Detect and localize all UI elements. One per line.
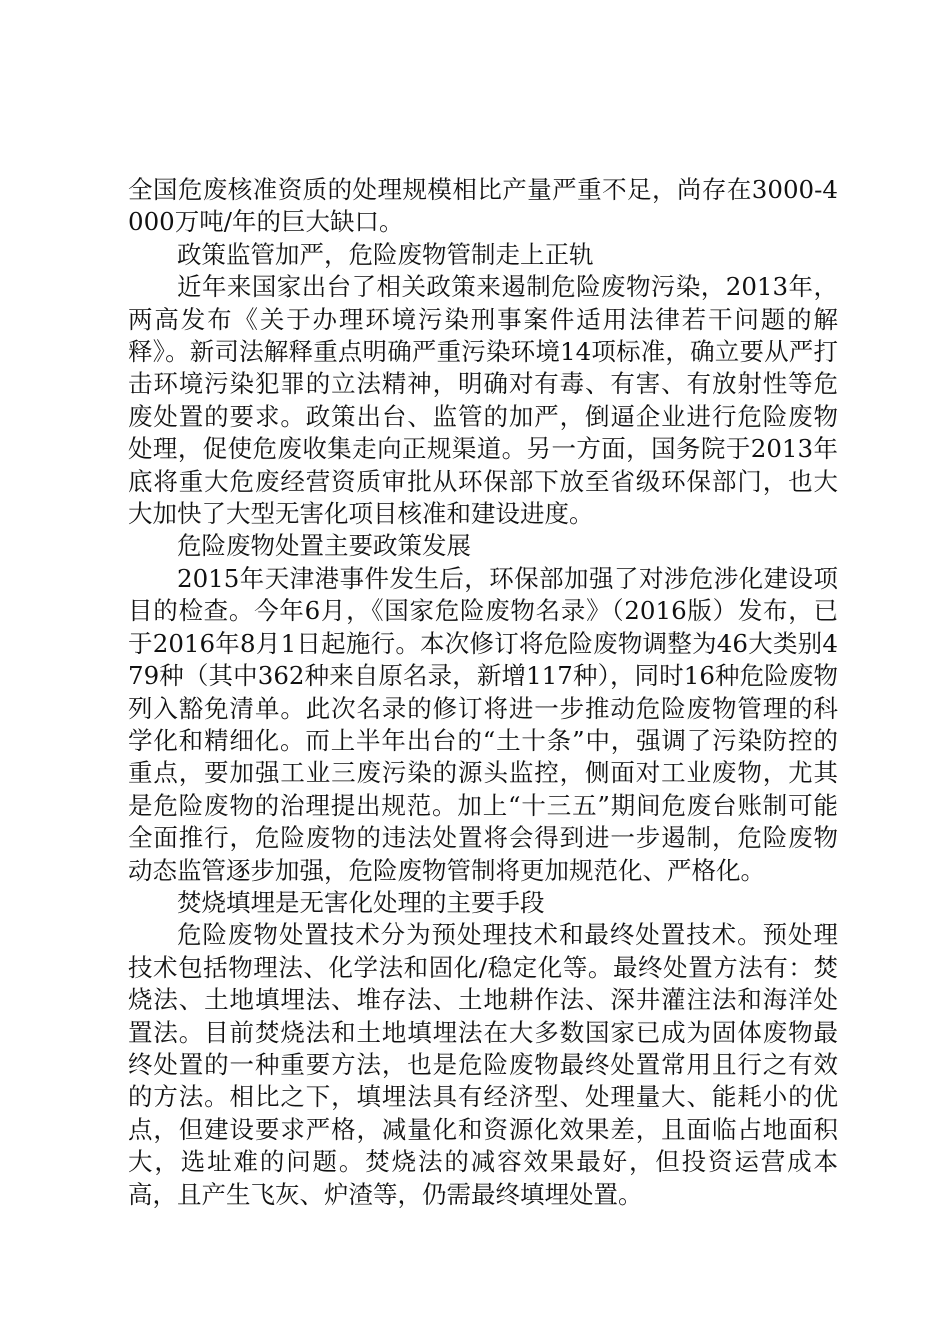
paragraph-policy-development: 2015年天津港事件发生后，环保部加强了对涉危涉化建设项目的检查。今年6月，《国家危险废物名录》（2016版）发布，已于2016年8月1日起施行。本次修订将危险废物调整为46大类别479种（其中362种来自原名录，新增117种），同时16种危险废物列入豁免清单。此次名录的修订将进一步推动危险废物管理的科学化和精细化。而上半年出台的“土十条”中，强调了污染防控的重点，要加强工业三废污染的源头监控，侧面对工业废物，尤其是危险废物的治理提出规范。加上“十三五”期间危废台账制可能全面推行，危险废物的违法处置将会得到进一步遏制，危险废物动态监管逐步加强，危险废物管制将更加规范化、严格化。 [128,563,838,885]
section-heading-policy-supervision: 政策监管加严，危险废物管制走上正轨 [177,239,594,269]
document-body [128,174,838,1211]
section-heading-policy-development: 危险废物处置主要政策发展 [177,531,471,561]
paragraph-capacity-gap: 全国危废核准资质的处理规模相比产量严重不足，尚存在3000-4000万吨/年的巨大缺口。 [128,175,838,237]
paragraph-incineration-landfill: 危险废物处置技术分为预处理技术和最终处置技术。预处理技术包括物理法、化学法和固化/稳定化等。最终处置方法有：焚烧法、土地填埋法、堆存法、土地耕作法、深井灌注法和海洋处置法。目前焚烧法和土地填埋法在大多数国家已成为固体废物最终处置的一种重要方法，也是危险废物最终处置常用且行之有效的方法。相比之下，填埋法具有经济型、处理量大、能耗小的优点，但建设要求严格，减量化和资源化效果差，且面临占地面积大，选址难的问题。焚烧法的减容效果最好，但投资运营成本高，且产生飞灰、炉渣等，仍需最终填埋处置。 [128,920,838,1209]
paragraph-policy-supervision: 近年来国家出台了相关政策来遏制危险废物污染，2013年，两高发布《关于办理环境污染刑事案件适用法律若干问题的解释》。新司法解释重点明确严重污染环境14项标准，确立要从严打击环境污染犯罪的立法精神，明确对有毒、有害、有放射性等危废处置的要求。政策出台、监管的加严，倒逼企业进行危险废物处理，促使危废收集走向正规渠道。另一方面，国务院于2013年底将重大危废经营资质审批从环保部下放至省级环保部门，也大大加快了大型无害化项目核准和建设进度。 [128,272,838,529]
section-heading-incineration-landfill: 焚烧填埋是无害化处理的主要手段 [177,887,545,917]
